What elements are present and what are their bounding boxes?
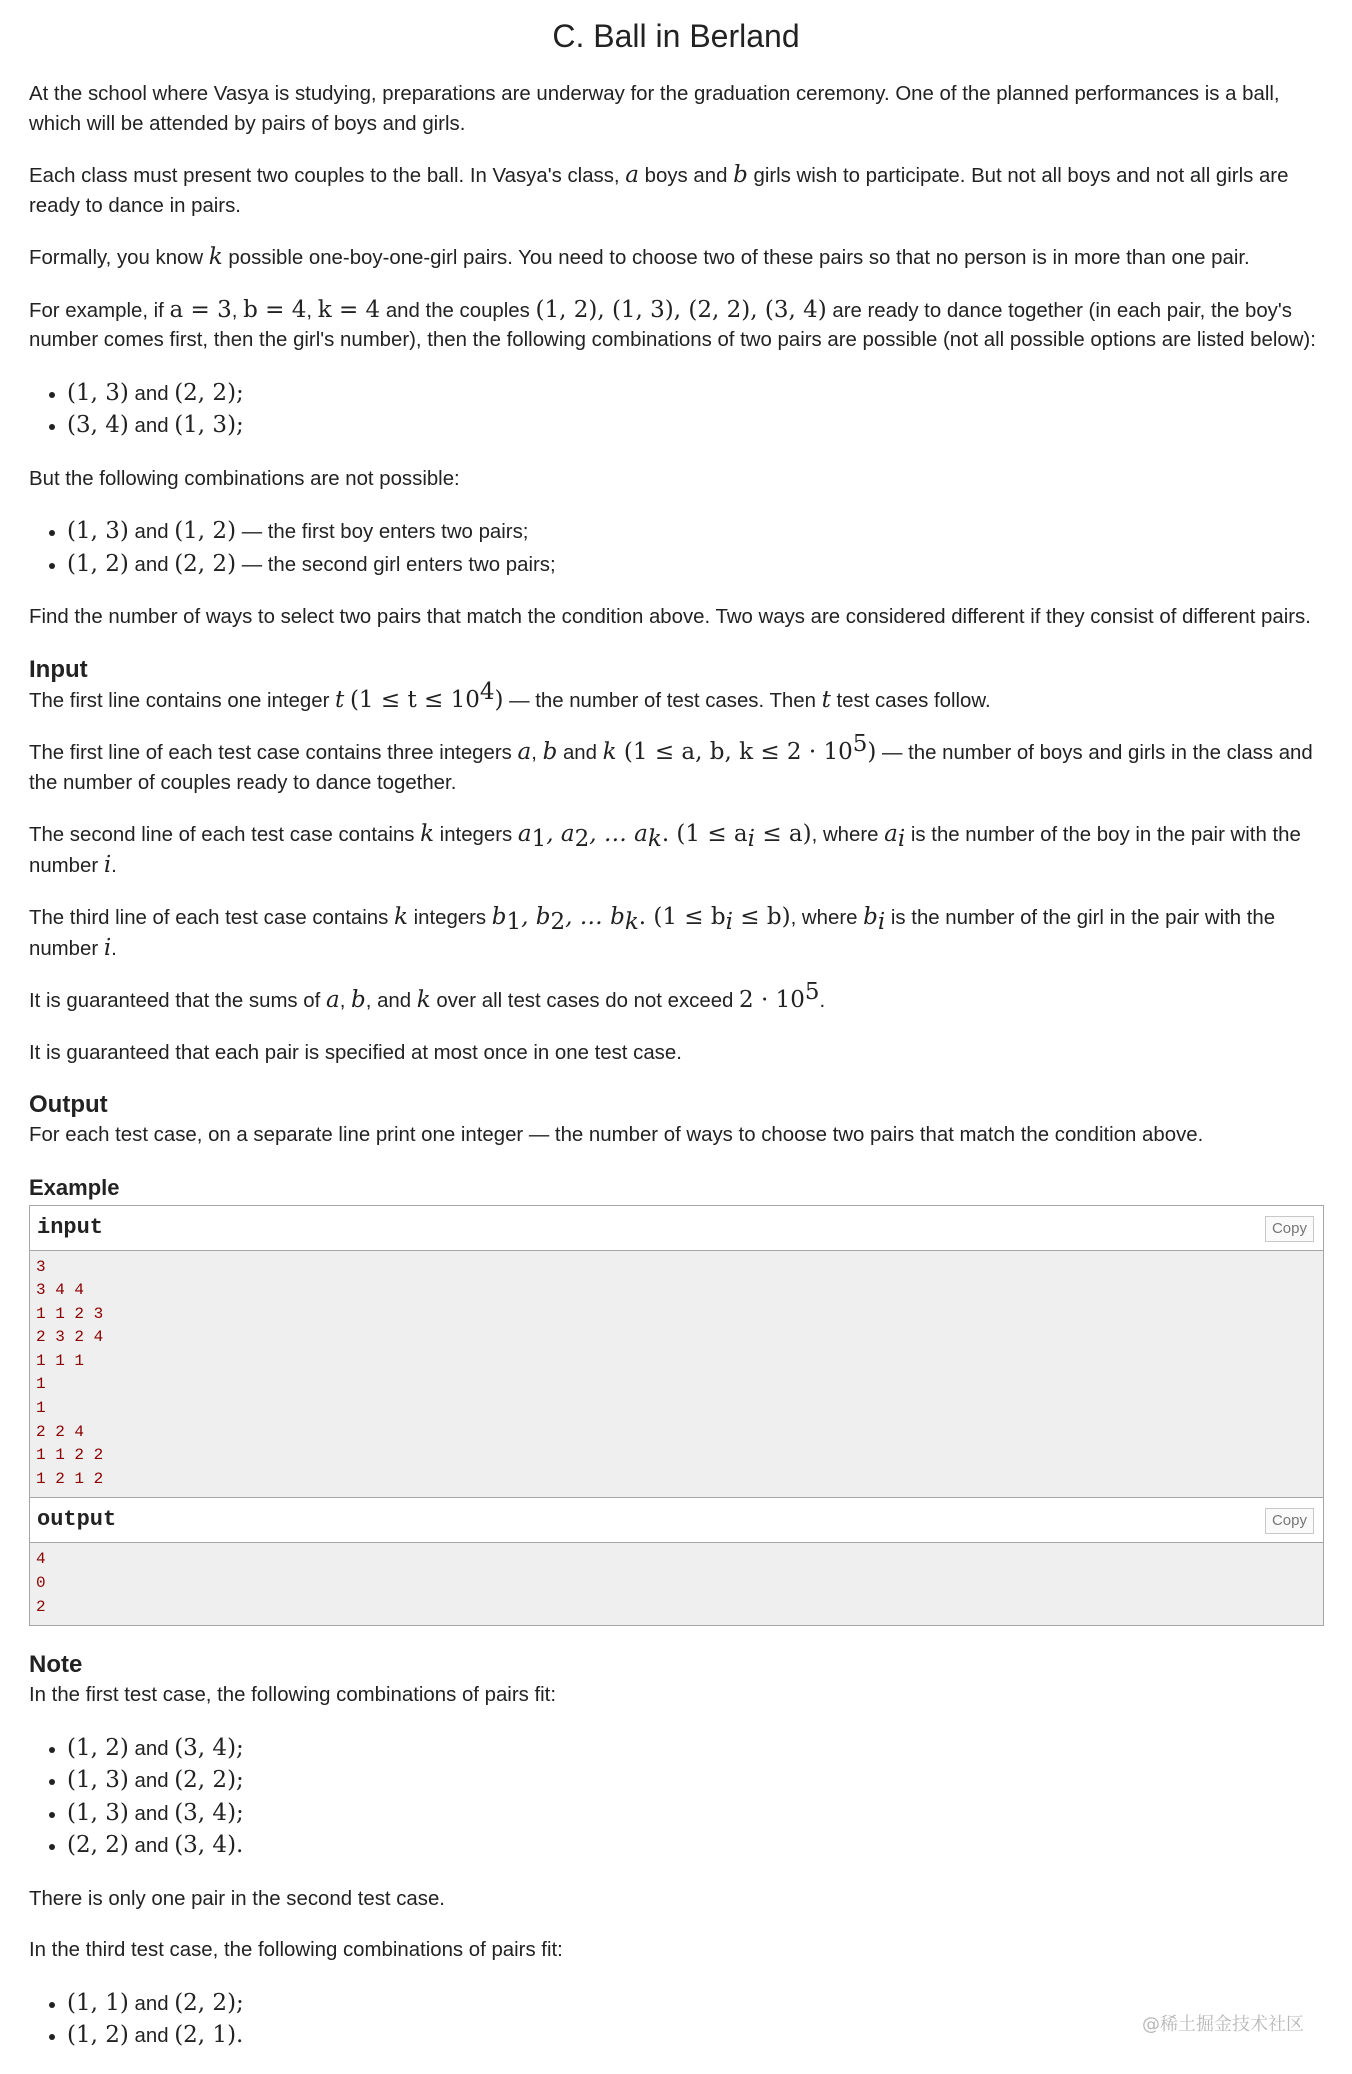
output-section-title: Output bbox=[29, 1091, 108, 1118]
input-block[interactable] bbox=[30, 1251, 1323, 1499]
example-title: Example bbox=[29, 1174, 120, 1200]
list-item bbox=[67, 1830, 1323, 1863]
text: — the first boy enters two pairs; bbox=[236, 521, 529, 543]
note-text-2: There is only one pair in the second test case. bbox=[29, 1887, 445, 1910]
math-var: b bbox=[351, 987, 366, 1013]
possible-combinations-list bbox=[29, 378, 1323, 443]
list-item bbox=[67, 2020, 1323, 2053]
output-label: output bbox=[37, 1507, 117, 1533]
math-expr: . bbox=[638, 904, 647, 930]
math-sub: k bbox=[624, 909, 639, 936]
intro-paragraph-1: At the school where Vasya is studying, preparations are underway for the graduation ceremony. One of the planned performances is a ball, which will be attended by pairs of boys and girls. bbox=[29, 83, 1280, 135]
math-expr: ≤ a) bbox=[755, 821, 812, 847]
input-line-6: It is guaranteed that each pair is specified at most once in one test case. bbox=[29, 1041, 682, 1064]
math-expr: , … b bbox=[565, 904, 625, 930]
math-sub: k bbox=[647, 826, 662, 853]
list-item bbox=[67, 1988, 1323, 2021]
watermark: @稀土掘金技术社区 bbox=[1142, 2014, 1304, 2035]
math-pair: (1, 3) bbox=[174, 412, 237, 438]
input-line: 3 bbox=[36, 1257, 46, 1276]
math-pair: (1, 3) bbox=[67, 518, 129, 544]
math-var: k bbox=[602, 739, 617, 765]
math-expr: 2 · 10 bbox=[739, 987, 805, 1013]
text: is the number of the girl in the pair with the number bbox=[29, 907, 1276, 960]
math-var: i bbox=[103, 851, 112, 878]
math-expr: (1 ≤ a bbox=[669, 821, 748, 847]
math-sup: 5 bbox=[804, 979, 820, 1006]
math-var: a bbox=[517, 739, 532, 765]
text: . bbox=[111, 937, 117, 960]
math-sup: 4 bbox=[479, 678, 495, 705]
math-pair: (3, 4) bbox=[174, 1799, 237, 1826]
text: For example, if bbox=[29, 299, 170, 322]
text: ; bbox=[236, 1799, 244, 1826]
text: is the number of the boy in the pair with the number bbox=[29, 824, 1301, 877]
math-pair: (1, 3) bbox=[67, 1799, 129, 1826]
math-pair: (2, 2) bbox=[174, 1767, 237, 1794]
text: and bbox=[557, 742, 603, 764]
text: . bbox=[236, 2022, 244, 2049]
text: and bbox=[128, 521, 175, 543]
math-pair: (1, 3) bbox=[67, 1767, 129, 1794]
math-expr: a bbox=[517, 821, 532, 847]
list-item bbox=[67, 516, 1323, 549]
text: integers bbox=[434, 824, 518, 846]
note-list-1 bbox=[29, 1733, 1323, 1863]
intro-paragraph-2 bbox=[29, 161, 1323, 221]
text: Each class must present two couples to the ball. In Vasya's class, bbox=[29, 165, 626, 187]
text: The first line contains one integer bbox=[29, 689, 336, 712]
text: , where bbox=[790, 907, 864, 929]
text: The first line of each test case contains three integers bbox=[29, 742, 518, 764]
math-pair: (2, 2) bbox=[174, 379, 237, 406]
text: , and bbox=[365, 990, 417, 1012]
math-pair: (3, 4) bbox=[174, 1734, 237, 1761]
math-sub: i bbox=[747, 826, 756, 853]
math-expr: b bbox=[491, 904, 507, 930]
text: , where bbox=[811, 824, 885, 846]
input-line-2 bbox=[29, 731, 1323, 798]
input-line: 1 bbox=[36, 1375, 46, 1394]
math-expr: . bbox=[661, 821, 670, 847]
input-label: input bbox=[37, 1214, 104, 1240]
math-pair: (1, 2) bbox=[67, 1734, 129, 1761]
note-list-2 bbox=[29, 1988, 1323, 2053]
input-line: 1 bbox=[36, 1399, 46, 1418]
output-line: 0 bbox=[36, 1574, 46, 1593]
note-text-3: In the third test case, the following combinations of pairs fit: bbox=[29, 1939, 563, 1962]
text: , bbox=[531, 742, 543, 764]
text: and bbox=[128, 553, 175, 576]
math-expr: ) bbox=[867, 739, 877, 765]
text: The third line of each test case contains bbox=[29, 907, 394, 929]
copy-input-button[interactable]: Copy bbox=[1265, 1216, 1314, 1242]
input-line: 1 2 1 2 bbox=[36, 1469, 104, 1488]
text: and bbox=[128, 1737, 175, 1760]
text: , bbox=[339, 990, 352, 1012]
math-var: b bbox=[542, 739, 558, 765]
intro-paragraph-5: But the following combinations are not possible: bbox=[29, 467, 460, 490]
math-expr: k = 4 bbox=[317, 296, 381, 323]
text: are ready to dance together (in each pair, the boy's number comes first, then the girl's number), then the following combinations of two pairs are possible (not all possible options are listed below): bbox=[29, 299, 1316, 351]
text: ; bbox=[236, 1734, 244, 1761]
math-sub: 2 bbox=[574, 826, 590, 853]
text: and bbox=[128, 1835, 175, 1858]
list-item bbox=[67, 1765, 1323, 1798]
math-expr: (1, 2), (1, 3), (2, 2), (3, 4) bbox=[535, 296, 827, 323]
math-pair: (1, 2) bbox=[67, 550, 129, 577]
text: boys and bbox=[638, 165, 734, 187]
input-line: 1 1 2 2 bbox=[36, 1446, 104, 1465]
text: and bbox=[128, 415, 175, 437]
text: and bbox=[128, 1770, 175, 1793]
math-var: a bbox=[625, 162, 639, 188]
text: ; bbox=[236, 379, 244, 406]
text: It is guaranteed that the sums of bbox=[29, 990, 326, 1012]
copy-output-button[interactable]: Copy bbox=[1265, 1508, 1314, 1534]
text: test cases follow. bbox=[830, 689, 991, 712]
math-sub: i bbox=[725, 909, 733, 936]
math-pair: (1, 3) bbox=[67, 379, 129, 406]
text: , bbox=[231, 299, 244, 322]
math-expr: a = 3 bbox=[169, 296, 232, 323]
text: possible one-boy-one-girl pairs. You need to choose two of these pairs so that no person is in more than one pair. bbox=[222, 247, 1250, 269]
text: . bbox=[236, 1832, 244, 1859]
list-item bbox=[67, 378, 1323, 411]
text: — the number of test cases. Then bbox=[503, 689, 822, 712]
text: . bbox=[111, 854, 117, 877]
input-line-1 bbox=[29, 678, 1323, 717]
text: and bbox=[128, 1802, 175, 1825]
math-sub: 1 bbox=[531, 826, 547, 853]
math-pair: (1, 1) bbox=[67, 1989, 129, 2016]
text: integers bbox=[407, 907, 492, 929]
math-expr: b = 4 bbox=[243, 296, 307, 323]
text: over all test cases do not exceed bbox=[430, 990, 740, 1012]
problem-title: C. Ball in Berland bbox=[552, 18, 800, 54]
output-header bbox=[30, 1498, 1323, 1543]
input-line: 2 2 4 bbox=[36, 1422, 85, 1441]
input-line-5 bbox=[29, 979, 1323, 1017]
list-item bbox=[67, 1798, 1323, 1831]
math-pair: (1, 2) bbox=[67, 2022, 129, 2049]
math-var: a bbox=[325, 987, 340, 1013]
text: Formally, you know bbox=[29, 247, 209, 269]
input-line: 3 4 4 bbox=[36, 1281, 85, 1300]
output-text: For each test case, on a separate line print one integer — the number of ways to choose two pairs that match the condition above. bbox=[29, 1124, 1204, 1146]
math-var: k bbox=[208, 244, 223, 270]
text: and bbox=[128, 2025, 175, 2048]
math-expr: , a bbox=[546, 821, 575, 847]
output-line: 2 bbox=[36, 1597, 46, 1616]
text: ; bbox=[236, 1989, 244, 2016]
math-expr: b bbox=[863, 904, 878, 930]
text: ; bbox=[236, 412, 244, 438]
math-var: k bbox=[393, 904, 408, 930]
math-pair: (2, 2) bbox=[174, 1989, 237, 2016]
text: and the couples bbox=[380, 299, 536, 322]
intro-paragraph-6: Find the number of ways to select two pairs that match the condition above. Two ways are considered different if they consist of different pairs. bbox=[29, 606, 1311, 628]
text: and bbox=[128, 382, 175, 405]
output-line: 4 bbox=[36, 1550, 46, 1569]
math-pair: (2, 1) bbox=[174, 2022, 237, 2049]
intro-paragraph-4 bbox=[29, 296, 1323, 356]
text: . bbox=[819, 990, 826, 1012]
math-var: t bbox=[335, 686, 345, 713]
math-var: i bbox=[103, 934, 112, 961]
text: , bbox=[306, 299, 318, 322]
math-var: k bbox=[420, 821, 434, 847]
text: The second line of each test case contains bbox=[29, 824, 421, 846]
math-pair: (1, 2) bbox=[174, 518, 237, 544]
math-sub: 2 bbox=[550, 909, 566, 936]
math-expr: a bbox=[884, 821, 898, 847]
input-line-4 bbox=[29, 903, 1323, 964]
math-expr: (1 ≤ b bbox=[646, 904, 726, 930]
input-line-3 bbox=[29, 820, 1323, 881]
input-header bbox=[30, 1206, 1323, 1251]
math-sub: i bbox=[877, 909, 886, 936]
intro-paragraph-3 bbox=[29, 243, 1323, 274]
math-var: k bbox=[416, 987, 431, 1013]
math-pair: (3, 4) bbox=[67, 412, 129, 438]
math-expr: , … a bbox=[589, 821, 648, 847]
text: ; bbox=[236, 1767, 244, 1794]
note-text-1: In the first test case, the following combinations of pairs fit: bbox=[29, 1684, 557, 1707]
math-pair: (3, 4) bbox=[174, 1832, 237, 1859]
output-block[interactable] bbox=[30, 1543, 1323, 1625]
list-item bbox=[67, 410, 1323, 443]
list-item bbox=[67, 1733, 1323, 1766]
list-item bbox=[67, 549, 1323, 582]
math-var: b bbox=[733, 162, 748, 188]
input-line: 1 1 2 3 bbox=[36, 1304, 104, 1323]
input-line: 1 1 1 bbox=[36, 1351, 85, 1370]
math-sub: 1 bbox=[506, 909, 522, 936]
math-sup: 5 bbox=[852, 731, 868, 758]
math-expr: (1 ≤ a, b, k ≤ 2 · 10 bbox=[616, 739, 853, 765]
math-expr: ) bbox=[494, 686, 504, 713]
math-expr: (1 ≤ t ≤ 10 bbox=[349, 686, 480, 713]
text: — the second girl enters two pairs; bbox=[236, 553, 556, 576]
input-section-title: Input bbox=[29, 655, 88, 683]
math-pair: (2, 2) bbox=[67, 1832, 129, 1859]
text: — the number of boys and girls in the class and the number of couples ready to dance together. bbox=[29, 742, 1313, 794]
math-pair: (2, 2) bbox=[174, 550, 237, 577]
text: girls wish to participate. But not all boys and not all girls are ready to dance in pairs. bbox=[29, 165, 1289, 217]
math-expr: ≤ b) bbox=[732, 904, 791, 930]
text: and bbox=[128, 1992, 175, 2015]
math-sub: i bbox=[897, 826, 906, 853]
math-expr: , b bbox=[521, 904, 551, 930]
impossible-combinations-list bbox=[29, 516, 1323, 581]
note-section-title: Note bbox=[29, 1651, 83, 1679]
math-var: t bbox=[821, 686, 831, 713]
sample-test bbox=[29, 1205, 1324, 1627]
input-line: 2 3 2 4 bbox=[36, 1328, 104, 1347]
